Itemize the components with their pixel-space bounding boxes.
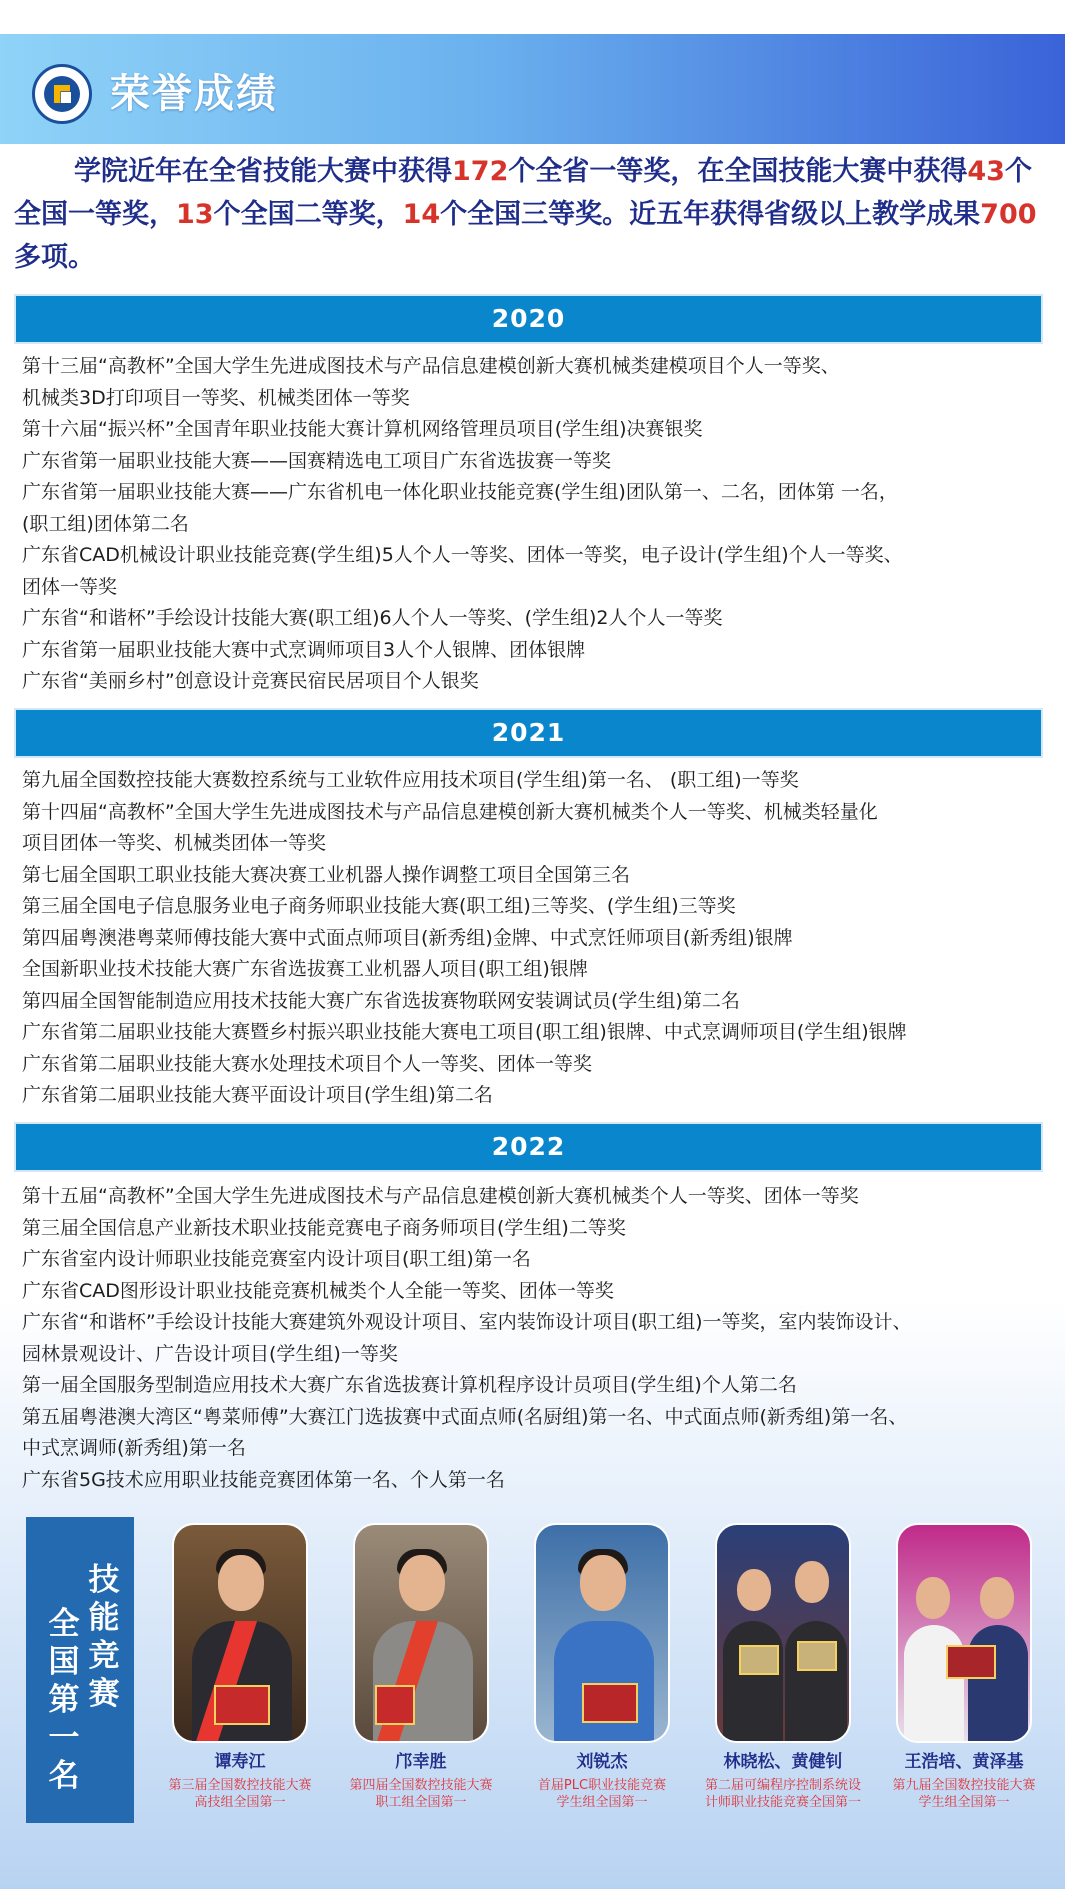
award-item: 第七届全国职工职业技能大赛决赛工业机器人操作调整工项目全国第三名: [22, 863, 631, 886]
year-header-2022: 2022: [14, 1122, 1043, 1172]
champion-name: 邝幸胜: [395, 1752, 447, 1772]
award-item: 广东省室内设计师职业技能竞赛室内设计项目(职工组)第一名: [22, 1248, 531, 1270]
award-item: 第十五届“高教杯”全国大学生先进成图技术与产品信息建模创新大赛机械类个人一等奖、团体一等奖: [22, 1185, 859, 1207]
champions-panel: [26, 1517, 134, 1823]
champion-name: 林晓松、黄健钊: [723, 1752, 843, 1772]
award-item: 第十三届“高教杯”全国大学生先进成图技术与产品信息建模创新大赛机械类建模项目个人一等奖、: [22, 355, 840, 377]
champion-name: 刘锐杰: [576, 1752, 628, 1772]
award-item: 中式烹调师(新秀组)第一名: [22, 1437, 246, 1459]
highlight-number: 172: [452, 156, 509, 187]
champion-desc-line: 第三届全国数控技能大赛: [168, 1778, 312, 1793]
champion-desc-line: 第四届全国数控技能大赛: [349, 1778, 493, 1793]
award-item: 机械类3D打印项目一等奖、机械类团体一等奖: [22, 386, 410, 409]
champion-desc-line: 学生组全国第一: [918, 1795, 1010, 1810]
award-item: 第十四届“高教杯”全国大学生先进成图技术与产品信息建模创新大赛机械类个人一等奖、机械类轻量化: [22, 800, 878, 823]
champion-desc-line: 学生组全国第一: [556, 1795, 648, 1810]
award-item: 全国新职业技术技能大赛广东省选拔赛工业机器人项目(职工组)银牌: [22, 958, 588, 980]
awards-list-2021: [22, 765, 1062, 1112]
awards-list-2022: [22, 1181, 1062, 1496]
champion-card: [152, 1523, 328, 1811]
award-item: 第四届全国智能制造应用技术技能大赛广东省选拔赛物联网安装调试员(学生组)第二名: [22, 989, 740, 1012]
award-item: 广东省“和谐杯”手绘设计技能大赛建筑外观设计项目、室内装饰设计项目(职工组)一等奖，室内装饰设计、: [22, 1311, 912, 1333]
champion-card: [514, 1523, 690, 1811]
champion-desc-line: 第九届全国数控技能大赛: [892, 1778, 1036, 1793]
champion-name: 谭寿江: [214, 1752, 266, 1772]
champion-card: [695, 1523, 871, 1811]
champion-name: 王浩培、黄泽基: [904, 1752, 1024, 1772]
champion-photo: [353, 1523, 489, 1743]
panel-label-left: 全国第一名: [48, 1606, 80, 1794]
champion-desc-line: 职工组全国第一: [375, 1795, 467, 1810]
award-item: 广东省第二届职业技能大赛平面设计项目(学生组)第二名: [22, 1084, 493, 1106]
champion-card: [876, 1523, 1052, 1811]
champion-photo: [896, 1523, 1032, 1743]
highlight-number: 14: [402, 199, 441, 230]
top-margin: [0, 0, 1065, 34]
champion-desc-line: 高技组全国第一: [194, 1795, 286, 1810]
champion-photo: [172, 1523, 308, 1743]
award-item: 广东省第一届职业技能大赛中式烹调师项目3人个人银牌、团体银牌: [22, 638, 586, 661]
champion-desc-line: 第二届可编程序控制系统设: [704, 1778, 861, 1793]
award-item: 广东省第二届职业技能大赛水处理技术项目个人一等奖、团体一等奖: [22, 1052, 593, 1075]
award-item: 第四届粤澳港粤菜师傅技能大赛中式面点师项目(新秀组)金牌、中式烹饪师项目(新秀组)银牌: [22, 926, 793, 949]
year-header-2020: 2020: [14, 294, 1043, 344]
champion-photo: [715, 1523, 851, 1743]
award-item: 第三届全国电子信息服务业电子商务师职业技能大赛(职工组)三等奖、(学生组)三等奖: [22, 895, 736, 917]
page-header: [0, 34, 1065, 144]
award-item: 第十六届“振兴杯”全国青年职业技能大赛计算机网络管理员项目(学生组)决赛银奖: [22, 418, 703, 440]
highlight-number: 700: [980, 199, 1037, 230]
highlight-number: 13: [176, 199, 214, 230]
awards-list-2020: [22, 351, 1062, 698]
award-item: 广东省第二届职业技能大赛暨乡村振兴职业技能大赛电工项目(职工组)银牌、中式烹调师项目(学生组)银牌: [22, 1021, 907, 1043]
intro-paragraph: 学院近年在全省技能大赛中获得172个全省一等奖，在全国技能大赛中获得43个全国一等奖，13个全国二等奖，14个全国三等奖。近五年获得省级以上教学成果700多项。: [14, 156, 1037, 273]
award-item: 第三届全国信息产业新技术职业技能竞赛电子商务师项目(学生组)二等奖: [22, 1216, 626, 1239]
school-emblem-icon: [32, 64, 92, 124]
award-item: 广东省第一届职业技能大赛——国赛精选电工项目广东省选拔赛一等奖: [22, 449, 612, 472]
page-title: 荣誉成绩: [110, 71, 278, 117]
panel-label-right: 技能竞赛: [88, 1562, 120, 1712]
award-item: 广东省第一届职业技能大赛——广东省机电一体化职业技能竞赛(学生组)团队第一、二名，团体第 一名，: [22, 481, 898, 503]
award-item: 第九届全国数控技能大赛数控系统与工业软件应用技术项目(学生组)第一名、 (职工组)一等奖: [22, 769, 799, 791]
award-item: 项目团体一等奖、机械类团体一等奖: [22, 832, 327, 854]
award-item: 广东省“和谐杯”手绘设计技能大赛(职工组)6人个人一等奖、(学生组)2人个人一等奖: [22, 607, 723, 629]
award-item: 园林景观设计、广告设计项目(学生组)一等奖: [22, 1342, 398, 1365]
award-item: 第五届粤港澳大湾区“粤菜师傅”大赛江门选拔赛中式面点师(名厨组)第一名、中式面点师(新秀组)第一名、: [22, 1405, 908, 1428]
award-item: 第一届全国服务型制造应用技术大赛广东省选拔赛计算机程序设计员项目(学生组)个人第二名: [22, 1374, 797, 1396]
award-item: 广东省CAD图形设计职业技能竞赛机械类个人全能一等奖、团体一等奖: [22, 1279, 614, 1302]
champion-photo: [534, 1523, 670, 1743]
award-item: 广东省CAD机械设计职业技能竞赛(学生组)5人个人一等奖、团体一等奖，电子设计(学生组)个人一等奖、: [22, 544, 903, 566]
champion-desc-line: 首届PLC职业技能竞赛: [537, 1778, 667, 1793]
champion-card: [333, 1523, 509, 1811]
award-item: (职工组)团体第二名: [22, 512, 189, 535]
champion-desc-line: 计师职业技能竞赛全国第一: [704, 1795, 861, 1810]
year-header-2021: 2021: [14, 708, 1043, 758]
highlight-number: 43: [967, 156, 1005, 187]
award-item: 团体一等奖: [22, 575, 118, 598]
award-item: 广东省“美丽乡村”创意设计竞赛民宿民居项目个人银奖: [22, 670, 479, 692]
award-item: 广东省5G技术应用职业技能竞赛团体第一名、个人第一名: [22, 1468, 505, 1491]
